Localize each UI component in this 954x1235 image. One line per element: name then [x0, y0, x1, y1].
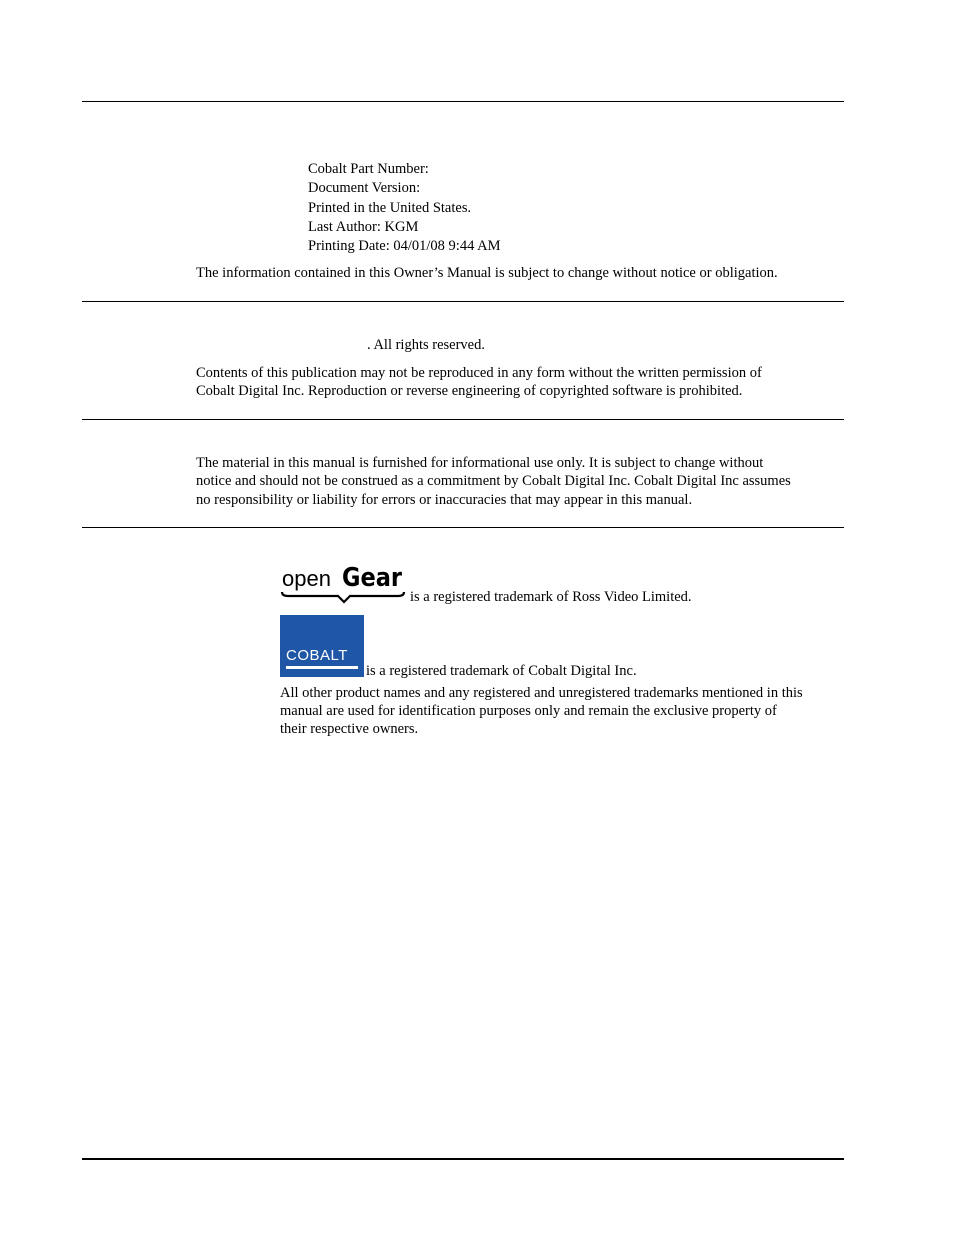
last-author-text: Last Author: KGM — [308, 219, 419, 235]
other-trademarks-line-2: manual are used for identification purposes only and remain the exclusive property of — [280, 703, 777, 719]
footer-divider — [82, 1158, 844, 1160]
notice-line-1: The material in this manual is furnished for informational use only. It is subject to change without — [196, 455, 764, 471]
printed-in-text: Printed in the United States. — [308, 200, 472, 216]
part-number-label: Cobalt Part Number: — [308, 161, 429, 177]
opengear-logo — [280, 560, 406, 606]
opengear-logo-open: open — [282, 566, 331, 591]
notice-line-3: no responsibility or liability for errors or inaccuracies that may appear in this manual. — [196, 492, 693, 508]
copyright-line-1: Contents of this publication may not be reproduced in any form without the written permission of — [196, 365, 762, 381]
section-divider — [82, 419, 844, 420]
printing-date-text: Printing Date: 04/01/08 9:44 AM — [308, 238, 501, 254]
cobalt-logo-text: COBALT — [286, 647, 348, 664]
other-trademarks-line-3: their respective owners. — [280, 721, 419, 737]
cobalt-trademark-text: is a registered trademark of Cobalt Digital Inc. — [366, 663, 637, 679]
rights-reserved-text: . All rights reserved. — [367, 337, 485, 353]
opengear-logo-gear: Gear — [342, 563, 403, 593]
document-version-label: Document Version: — [308, 180, 421, 196]
section-divider — [82, 301, 844, 302]
notice-line-2: notice and should not be construed as a commitment by Cobalt Digital Inc. Cobalt Digital Inc assumes — [196, 473, 791, 489]
copyright-line-2: Cobalt Digital Inc. Reproduction or reverse engineering of copyrighted software is prohibited. — [196, 383, 743, 399]
other-trademarks-line-1: All other product names and any registered and unregistered trademarks mentioned in this — [280, 685, 803, 701]
top-divider — [82, 101, 844, 102]
change-notice-text: The information contained in this Owner’s Manual is subject to change without notice or obligation. — [196, 265, 778, 281]
cobalt-logo — [280, 615, 364, 677]
section-divider — [82, 527, 844, 528]
opengear-trademark-text: is a registered trademark of Ross Video Limited. — [410, 589, 692, 605]
